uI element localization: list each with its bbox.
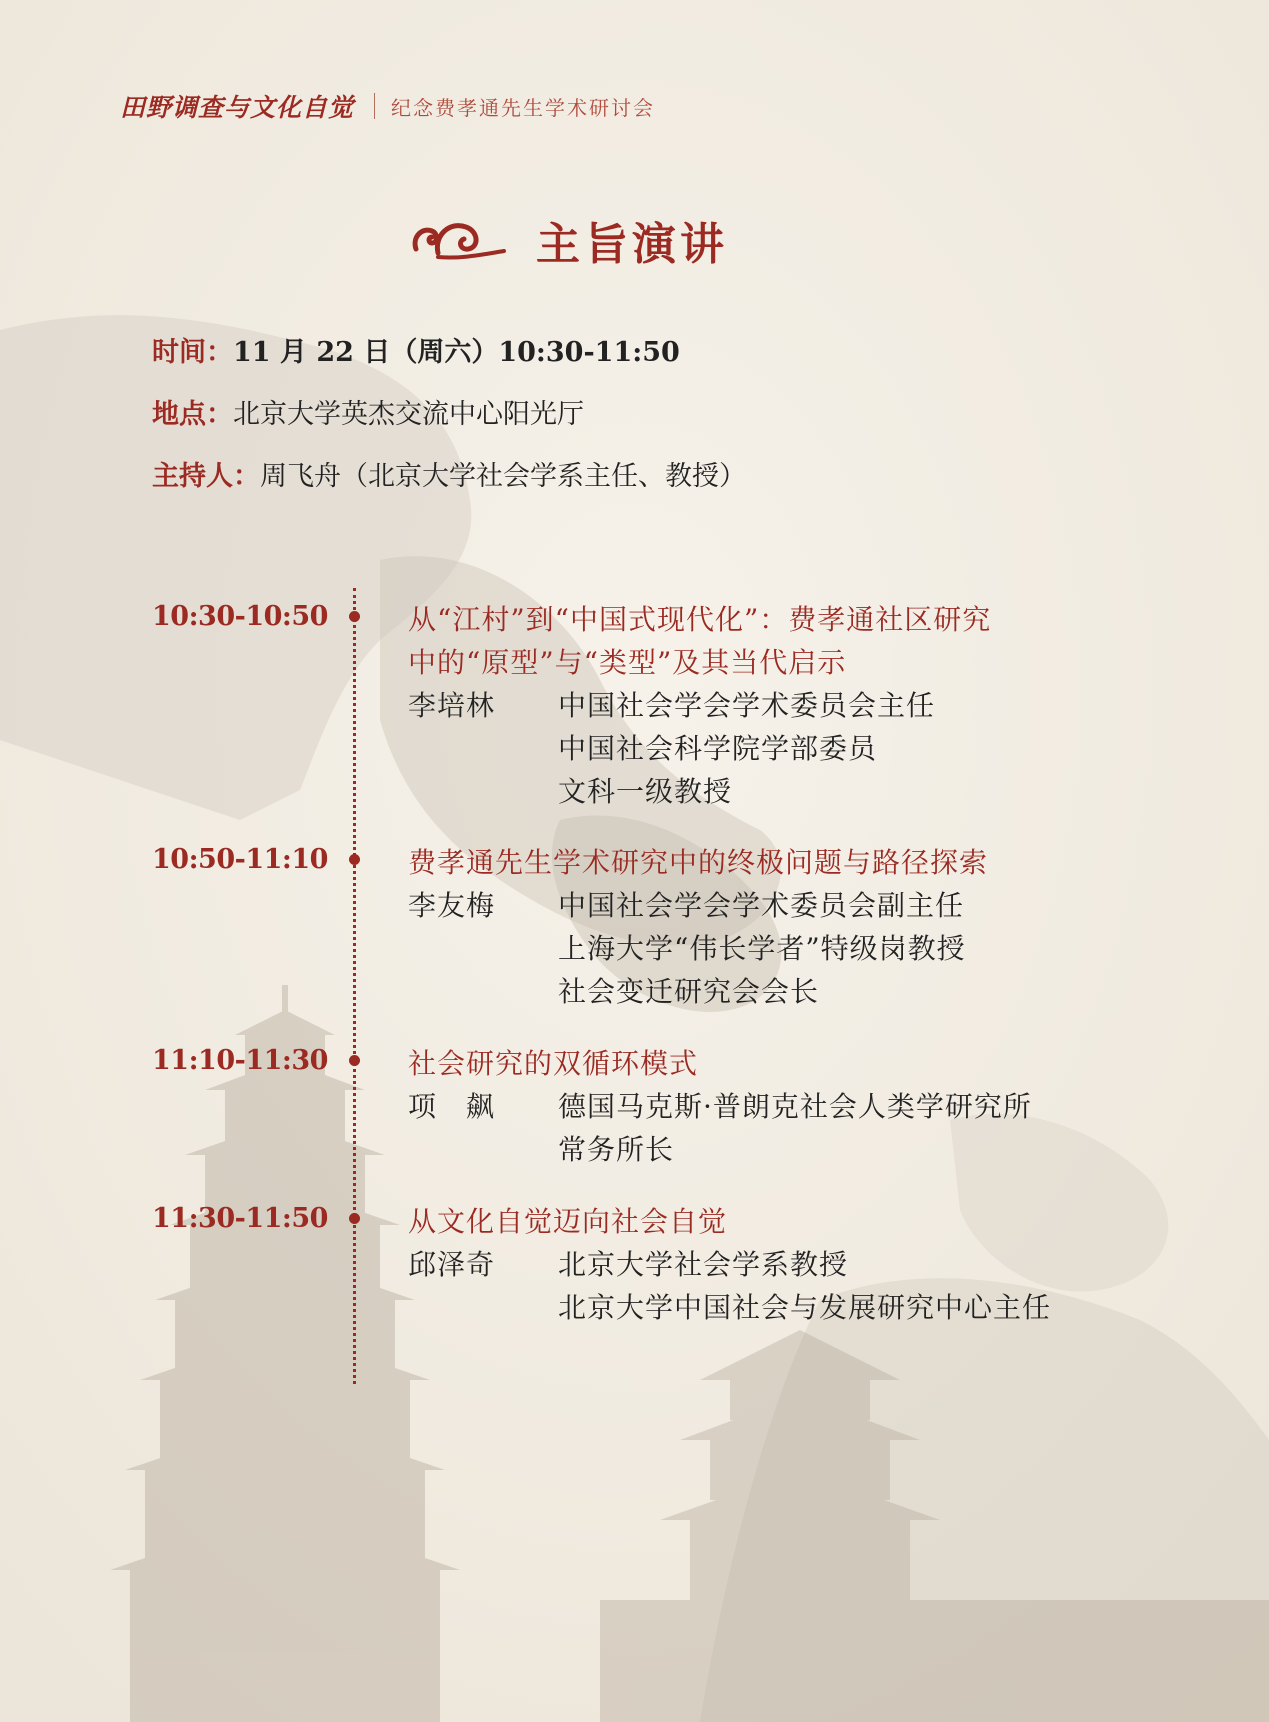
speaker-name: 项飙 — [408, 1090, 525, 1123]
time-label: 时间： — [152, 337, 233, 368]
session-title — [408, 1042, 1128, 1085]
affiliation-line: 中国社会学会学术委员会主任 — [558, 689, 936, 722]
session-title-line: 从“江村”到“中国式现代化”：费孝通社区研究 — [408, 603, 992, 636]
host-value: 周飞舟（北京大学社会学系主任、教授） — [260, 461, 746, 492]
speaker-name: 李友梅 — [408, 889, 496, 922]
timeline-dot — [349, 611, 360, 622]
brand-logo-text: 田野调查与文化自觉 — [120, 93, 355, 122]
meta-place-row — [152, 392, 746, 454]
host-label: 主持人： — [152, 461, 260, 492]
timeline-dot — [349, 1055, 360, 1066]
section-heading — [410, 208, 728, 272]
session-title-line: 费孝通先生学术研究中的终极问题与路径探索 — [408, 846, 989, 879]
timeline-dotted-line — [353, 588, 356, 1384]
event-meta — [152, 330, 746, 516]
header-divider — [374, 93, 375, 119]
meta-time-row — [152, 330, 746, 392]
affiliation-line: 德国马克斯·普朗克社会人类学研究所 — [558, 1090, 1032, 1123]
affiliation-line: 中国社会科学院学部委员 — [558, 732, 878, 765]
speaker-affiliations — [558, 684, 935, 813]
affiliation-line: 北京大学社会学系教授 — [558, 1248, 849, 1281]
affiliation-line: 上海大学“伟长学者”特级岗教授 — [558, 932, 966, 965]
speaker-affiliations — [558, 1085, 1032, 1171]
session-title-line: 中的“原型”与“类型”及其当代启示 — [408, 646, 847, 679]
affiliation-line: 文科一级教授 — [558, 775, 733, 808]
session-title-line: 从文化自觉迈向社会自觉 — [408, 1205, 728, 1238]
session-time: 10:50-11:10 — [152, 844, 328, 875]
session-title — [408, 598, 1128, 684]
affiliation-line: 中国社会学会学术委员会副主任 — [558, 889, 965, 922]
timeline-dot — [349, 854, 360, 865]
affiliation-line: 常务所长 — [558, 1133, 675, 1166]
affiliation-line: 社会变迁研究会会长 — [558, 975, 820, 1008]
affiliation-line: 北京大学中国社会与发展研究中心主任 — [558, 1291, 1052, 1324]
speaker-name: 李培林 — [408, 689, 496, 722]
page-header — [120, 88, 655, 124]
place-value: 北京大学英杰交流中心阳光厅 — [233, 399, 584, 430]
session-title — [408, 841, 1128, 884]
session-title-line: 社会研究的双循环模式 — [408, 1047, 699, 1080]
section-title: 主旨演讲 — [536, 219, 728, 270]
speaker-affiliations — [558, 884, 966, 1013]
speaker-name: 邱泽奇 — [408, 1248, 496, 1281]
header-subtitle: 纪念费孝通先生学术研讨会 — [391, 95, 656, 120]
timeline-dot — [349, 1213, 360, 1224]
speaker-affiliations — [558, 1243, 1051, 1329]
place-label: 地点： — [152, 399, 233, 430]
session-time: 11:10-11:30 — [152, 1045, 328, 1076]
auspicious-cloud-icon — [410, 215, 506, 265]
session-title — [408, 1200, 1128, 1243]
time-value: 11 月 22 日（周六）10:30-11:50 — [233, 337, 680, 368]
session-time: 11:30-11:50 — [152, 1203, 328, 1234]
meta-host-row — [152, 454, 746, 516]
session-time: 10:30-10:50 — [152, 601, 328, 632]
